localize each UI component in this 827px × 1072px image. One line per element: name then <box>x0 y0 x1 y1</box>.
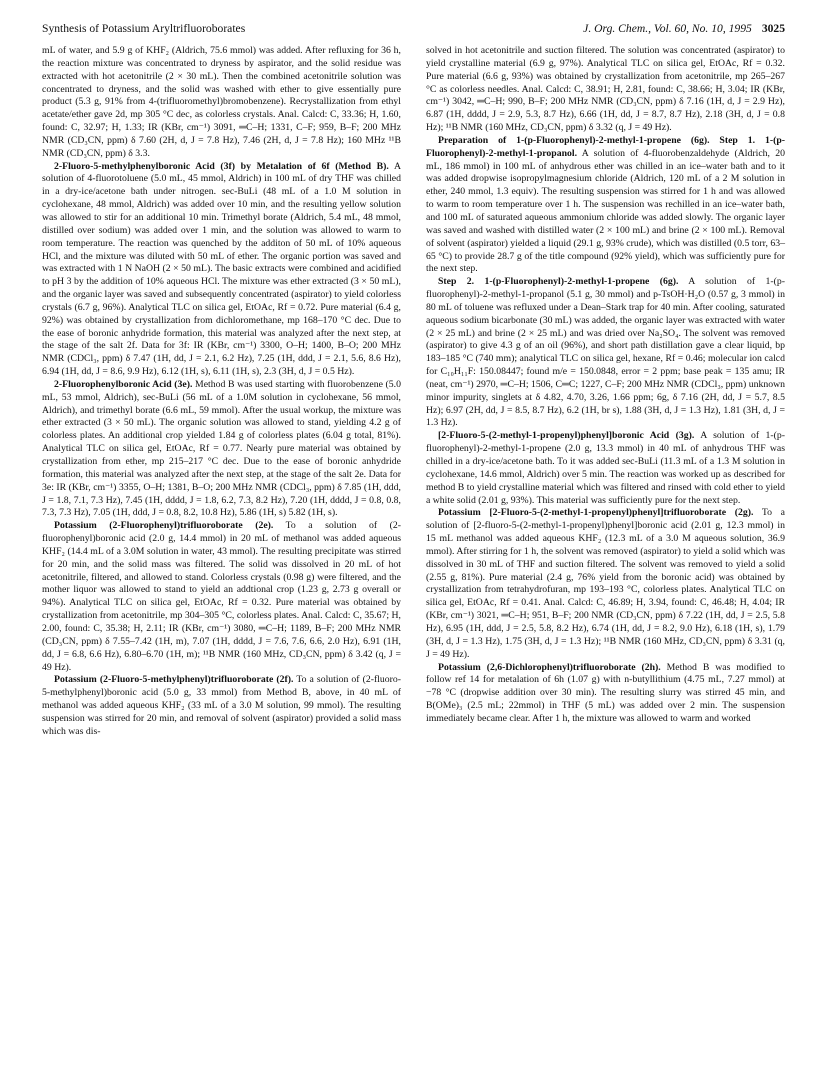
paragraph <box>426 45 785 135</box>
paragraph-text: A solution of 1-(p-fluorophenyl)-2-methyl-1-propanol (5.1 g, 30 mmol) and p-TsOH·H₂O (0.57 g, 3 mmol) in 80 mL of toluene was refluxed under a Dean–Stark trap for 40 min. After cooling, saturated aqueous sodium bicarbonate (30 mL) was added, the organic layer was extracted with water (2 × 25 mL) and brine (2 × 25 mL) and was dried over Na₂SO₄. The solvent was removed (aspirator) to give 4.3 g of an oil (96%), and short path distillation gave a clear liquid, bp 183–185 °C (740 mm); analytical TLC on silica gel, hexane, Rf = 0.46; molecular ion calcd for C₁₀H₁₁F: 150.08447; found m/e = 150.0848, error = 2 ppm; base peak = 135 amu; IR (neat, cm⁻¹) 2970, ═C–H; 1506, C═C; 1227, C–F; 200 MHz NMR (CDCl₃, ppm) unknown minor impurity, singlets at δ 4.82, 4.70, 3.26, 1.66 ppm; 6g, δ 7.16 (2H, dd, J = 5.7, 8.5 Hz); 6.97 (2H, dd, J = 8.5, 8.7 Hz), 6.2 (1H, br s), 1.88 (3H, d, J = 1.3 Hz), 1.81 (3H, d, J = 1.3 Hz). <box>426 276 785 429</box>
paragraph <box>426 430 785 507</box>
paragraph-text: A solution of 1-(p-fluorophenyl)-2-methyl-1-propene (2.0 g, 13.3 mmol) in 40 mL of anhydrous THF was chilled in a dry-ice/acetone bath. To it was added sec-BuLi (11.3 mL of a 1.3 M solution in cyclohexane, 14.6 mmol, Aldrich) over 5 min. The reaction was worked up as described for method B to yield crystalline material which was filtered and rinsed with cold ether to yield a white solid (2.01 g, 93%). This material was sufficiently pure for the next step. <box>426 430 785 506</box>
paragraph-text: To a solution of [2-fluoro-5-(2-methyl-1-propenyl)phenyl]boronic acid (2.01 g, 12.3 mmol) in 15 mL methanol was added aqueous KHF₂ (12.3 mL of a 3.0 M aqueous solution, 36.9 mmol). After stirring for 1 h, the solvent was removed (aspirator) to yield a solid which was dissolved in 30 mL of THF and suction filtered. The solvent was removed to yield a solid (2.55 g, 81%). Pure material (2.4 g, 76% yield from the boronic acid) was obtained by crystallization from tetrahydrofuran, mp 193–193 °C, colorless plates. Analytical TLC on silica gel, EtOAc, Rf = 0.41. Anal. Calcd: C, 46.89; H, 3.94, found: C, 46.48; H, 4.04; IR (KBr, cm⁻¹) 3021, ═C–H; 951, B–F; 200 NMR (CD₃CN, ppm) δ 7.22 (1H, dd, J = 2.5, 5.8 Hz), 6.95 (1H, ddd, J = 2.5, 5.8, 8.2 Hz), 6.74 (1H, dd, J = 8.2, 9.0 Hz), 6.18 (1H, s), 1.79 (3H, d, J = 1.3 Hz), 1.75 (3H, d, J = 1.3 Hz); ¹¹B NMR (160 MHz, CD₃CN, ppm) δ 3.31 (q, J = 49 Hz). <box>426 507 786 660</box>
paragraph-heading: Potassium [2-Fluoro-5-(2-methyl-1-propenyl)phenyl]trifluoroborate (2g). <box>438 507 754 519</box>
paragraph-heading: Potassium (2,6-Dichlorophenyl)trifluoroborate (2h). <box>438 661 661 673</box>
page-number: 3025 <box>761 22 785 35</box>
paragraph <box>42 520 401 674</box>
paragraph <box>42 161 401 379</box>
paragraph-heading: [2-Fluoro-5-(2-methyl-1-propenyl)phenyl]boronic Acid (3g). <box>438 430 695 442</box>
paragraph-heading: 2-Fluorophenylboronic Acid (3e). <box>54 378 193 390</box>
paragraph <box>42 379 401 520</box>
running-header <box>42 22 785 36</box>
right-column <box>426 45 785 739</box>
two-column-body <box>42 45 785 739</box>
paragraph-text: Method B was used starting with fluorobenzene (5.0 mL, 53 mmol, Aldrich), sec-BuLi (56 mL of a 1.0M solution in cyclohexane, 56 mmol, Aldrich), and trimethyl borate (6.6 mL, 59 mmol). After the usual workup, the mixture was ether extracted (3 × 50 mL). The organic solution was allowed to stand, yielding 4.2 g of colorless plates. An additional crop yielded 1.84 g of colorless plates (6.04 g total, 81%). Analytical TLC on silica gel, EtOAc, Rf = 0.77. Nearly pure material was obtained by crystallization from ether, mp 215–217 °C dec. Due to the ease of boronic anhydride formation, this material was analyzed after the next step, at the stage of the salt 2e. Data for 3e: IR (KBr, cm⁻¹) 3355, O–H; 1381, B–O; 200 MHz NMR (CDCl₃, ppm) δ 7.85 (1H, ddd, J = 1.8, 7.1, 7.3 Hz), 7.45 (1H, dddd, J = 1.8, 6.2, 7.3, 8.2 Hz), 7.20 (1H, dddd, J = 0.8, 0.8, 7.3, 7.3 Hz), 7.05 (1H, ddd, J = 0.8, 8.2, 10.8 Hz), 5.86 (1H, s) 5.82 (1H, s). <box>42 378 401 519</box>
paragraph-heading: Step 2. 1-(p-Fluorophenyl)-2-methyl-1-propene (6g). <box>438 276 679 288</box>
journal-citation <box>583 22 785 36</box>
paragraph-text: To a solution of (2-fluoro-5-methylphenyl)boronic acid (5.0 g, 33 mmol) from Method B, above, in 40 mL of methanol was added aqueous KHF₂ (33 mL of a 3.0 M solution, 99 mmol). The resulting suspension was stirred for 20 min, and removal of solvent (aspirator) provided a solid mass which was dis- <box>42 674 402 737</box>
paragraph <box>426 135 785 276</box>
paragraph <box>42 45 401 161</box>
paragraph-text: To a solution of (2-fluorophenyl)boronic acid (2.0 g, 14.4 mmol) in 20 mL of methanol was added aqueous KHF₂ (14.4 mL of a 3.0M solution in water, 43 mmol). The resulting precipitate was stirred for 20 min, and the solid mass was filtered. The solid was dissolved in 20 mL of hot acetonitrile, filtered, and allowed to stand. Colorless crystals (0.98 g) were filtered, and the mother liquor was allowed to stand to yield an addtional crop (1.23 g, 2.73 g overall or 94%). Analytical TLC on silica gel, EtOAc, Rf = 0.32. Pure material was obtained by crystallization from acetonitrile, mp 304–305 °C, colorless plates. Anal. Calcd: C, 35.67; H, 2.00, found: C, 35.38; H, 2.11; IR (KBr, cm⁻¹) 3080, ═C–H; 1189, B–F; 200 MHz NMR (CD₃CN, ppm) δ 7.55–7.42 (1H, m), 7.07 (1H, dddd, J = 7.6, 7.6, 6.6, 2.0 Hz), 6.91 (1H, dd, J = 6.8, 6.6 Hz), 6.80–6.70 (1H, m); ¹¹B NMR (160 MHz, CD₃CN, ppm) δ 3.42 (q, J = 49 Hz). <box>42 520 402 673</box>
paragraph-heading: 2-Fluoro-5-methylphenylboronic Acid (3f) by Metalation of 6f (Method B). <box>54 160 389 172</box>
paragraph-text: solved in hot acetonitrile and suction filtered. The solution was concentrated (aspirator) to yield crystalline material (6.9 g, 97%). Analytical TLC on silica gel, EtOAc, Rf = 0.32. Pure material (6.6 g, 93%) was obtained by crystallization from acetonitrile, mp 265–267 °C as colorless needles. Anal. Calcd: C, 38.91; H, 2.81, found: C, 38.66; H, 3.04; IR (KBr, cm⁻¹) 3042, ═C–H; 990, B–F; 200 MHz NMR (CD₃CN, ppm) δ 7.16 (1H, d, J = 2.9 Hz), 6.87 (1H, dddd, J = 2.9, 5.3, 8.7 Hz), 6.66 (1H, dd, J = 8.7, 8.7 Hz), 2.18 (3H, d, J = 0.8 Hz); ¹¹B NMR (160 MHz, CD₃CN, ppm) δ 3.32 (q, J = 49 Hz). <box>426 45 785 134</box>
left-column <box>42 45 401 739</box>
running-title: Synthesis of Potassium Aryltrifluoroborates <box>42 22 246 35</box>
paragraph <box>426 662 785 726</box>
paragraph-heading: Preparation of 1-(p-Fluorophenyl)-2-methyl-1-propene (6g). Step 1. 1-(p-Fluorophenyl)-2-methyl-1-propanol. <box>426 134 785 159</box>
paragraph-text: A solution of 4-fluorobenzaldehyde (Aldrich, 20 mL, 186 mmol) in 100 mL of anhydrous ether was chilled in an ice–water bath and to it was added dropwise isopropylmagnesium chloride (Aldrich, 120 mL of a 2 M solution in ether, 240 mmol, 1.3 equiv). The resulting suspension was stirred for 1 h and was allowed to warm to room temperature over 1 h. The suspension was rechilled in an ice–water bath, and 100 mL of saturated aqueous ammonium chloride was added slowly. The organic layer was saved and washed with distilled water (2 × 100 mL) and brine (2 × 100 mL). Removal of solvent (aspirator) yielded a liquid (29.1 g, 93% crude), which was distilled (0.5 torr, 63–65 °C) to provide 28.7 g of the title compound (92% yield), which was sufficiently pure for the next step. <box>426 147 785 275</box>
paragraph <box>426 507 785 661</box>
journal-reference: J. Org. Chem., Vol. 60, No. 10, 1995 <box>583 22 752 35</box>
paragraph-text: mL of water, and 5.9 g of KHF₂ (Aldrich, 75.6 mmol) was added. After refluxing for 36 h, the reaction mixture was concentrated to dryness by aspirator, and the solid residue was extracted with hot acetonitrile (2 × 30 mL). Then the combined acetonitrile solution was concentrated to dryness, and the solid was washed with ether to give essentially pure product (5.3 g, 91% from 4-(trifluoromethyl)bromobenzene). Recrystallization from ethyl acetate/ether gave 2d, mp 305 °C dec, as colorless crystals. Anal. Calcd: C, 33.36; H, 1.60, found: C, 32.97; H, 1.33; IR (KBr, cm⁻¹) 3091, ═C–H; 1331, C–F; 959, B–F; 200 MHz NMR (CD₃CN, ppm) δ 7.60 (2H, d, J = 7.8 Hz), 7.46 (2H, d, J = 7.8 Hz); 160 MHz ¹¹B NMR (CD₃CN, ppm) δ 3.3. <box>42 45 401 159</box>
paragraph-heading: Potassium (2-Fluoro-5-methylphenyl)trifluoroborate (2f). <box>54 674 294 686</box>
paragraph-text: A solution of 4-fluorotoluene (5.0 mL, 45 mmol, Aldrich) in 100 mL of dry THF was chilled in a dry-ice/acetone bath under nitrogen. sec-BuLi (48 mL of a 1.0 M solution in cyclohexane, 48 mmol, Aldrich) was added over 10 min, and the resulting yellow solution was allowed to stir for an additional 10 min. Trimethyl borate (Aldrich, 5.4 mL, 48 mmol, distilled over sodium) was added over 1 min, and the solution was allowed to warm to room temperature. The reaction was quenched by the additon of 50 mL of 10% aqueous HCl, and the mixture was diluted with 50 mL of ether. The organic portion was saved and was extracted with 1 N NaOH (2 × 50 mL). The basic extracts were combined and acidified to pH 3 by the addition of 10% aqueous HCl. The mixture was ether extracted (3 × 50 mL), and the organic layer was saved and subsequently concentrated (aspirator) to yield colorless crystals (6.7 g, 96%). Analytical TLC on silica gel, EtOAc, Rf = 0.72. Pure material (6.4 g, 92%) was obtained by crystallization from dichloromethane, mp 168–170 °C dec. Due to the ease of boronic anhydride formation, this material was analyzed after the next step, at the stage of the salt 2f. Data for 3f: IR (KBr, cm⁻¹) 3300, O–H; 1400, B–O; 200 MHz NMR (CDCl₃, ppm) δ 7.47 (1H, dd, J = 2.1, 6.2 Hz), 7.25 (1H, ddd, J = 2.1, 5.6, 8.6 Hz), 6.94 (1H, dd, J = 8.6, 9.9 Hz), 6.12 (1H, s), 6.11 (1H, s), 2.3 (3H, d, J = 0.5 Hz). <box>42 160 401 378</box>
paragraph-text: Method B was modified to follow ref 14 for metalation of 6h (1.07 g) with n-butyllithium (4.75 mL, 7.27 mmol) at −78 °C (dropwise addition over 30 min). The resulting slurry was stirred 45 min, and B(OMe)₃ (2.5 mL; 22mmol) in THF (5 mL) was added over 2 min. The suspension immediately became clear. After 1 h, the mixture was allowed to warm and worked <box>426 661 785 724</box>
paragraph-heading: Potassium (2-Fluorophenyl)trifluoroborate (2e). <box>54 520 274 532</box>
paragraph <box>42 674 401 738</box>
paragraph <box>426 276 785 430</box>
